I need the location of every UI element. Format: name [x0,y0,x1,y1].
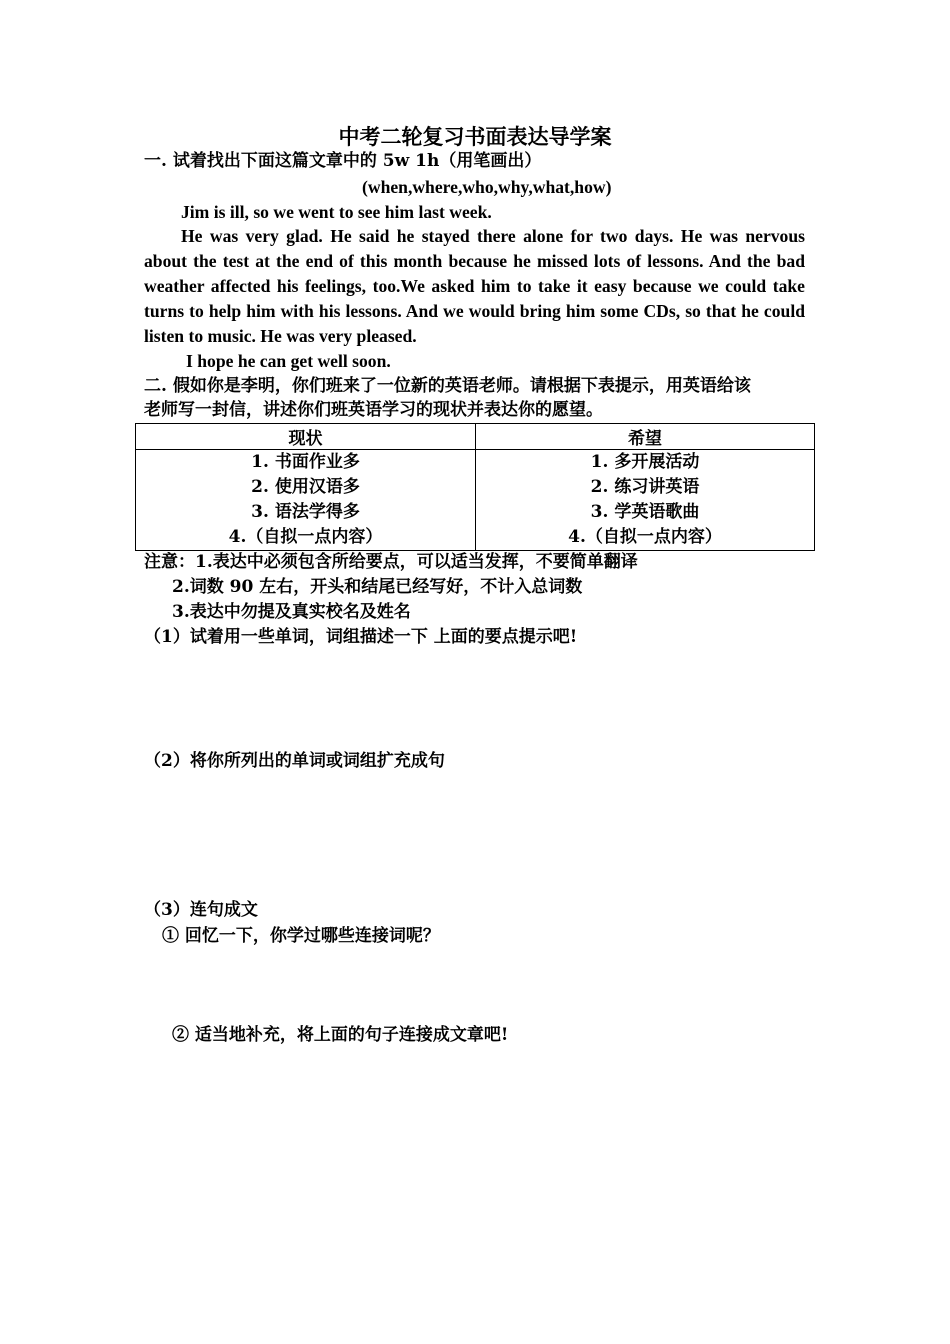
current-item-1: 1. 书面作业多 [251,452,360,472]
table-cell-hope [476,450,815,551]
task-3: （3）连句成文 [144,900,258,920]
current-item-3: 3. 语法学得多 [251,502,360,522]
current-item-2: 2. 使用汉语多 [251,477,360,497]
page-title: 中考二轮复习书面表达导学案 [338,124,612,149]
task-1: （1）试着用一些单词，词组描述一下 上面的要点提示吧! [144,627,578,647]
table-header-current: 现状 [136,424,476,450]
table-header-hope: 希望 [476,424,815,450]
note-1: 注意：1.表达中必须包含所给要点，可以适当发挥，不要简单翻译 [144,552,638,572]
story-paragraph-text: He was very glad. He said he stayed there alone for two days. He was nervous about the test at the end of this month because he missed lots of lessons. And the bad weather affected his feelings, too.We asked him to take it easy because we could take turns to help him with his lessons. And we would bring him some CDs, so that he could listen to music. He was very pleased. [144,226,805,346]
section1-heading: 一. 试着找出下面这篇文章中的 5w 1h（用笔画出） [144,151,542,171]
hope-item-2: 2. 练习讲英语 [590,477,700,497]
story-first-line: Jim is ill, so we went to see him last week. [181,202,492,222]
hope-item-1: 1. 多开展活动 [590,452,700,472]
current-item-4: 4.（自拟一点内容） [228,527,383,547]
story-last-line: I hope he can get well soon. [186,351,391,371]
section2-prompt-line1: 二. 假如你是李明，你们班来了一位新的英语老师。请根据下表提示，用英语给该 [144,376,751,396]
task-2: （2）将你所列出的单词或词组扩充成句 [144,751,445,771]
task-3a: ① 回忆一下，你学过哪些连接词呢？ [162,926,440,946]
note-3: 3.表达中勿提及真实校名及姓名 [172,602,411,622]
section2-prompt-line2: 老师写一封信，讲述你们班英语学习的现状并表达你的愿望。 [144,400,603,420]
points-table [135,423,815,551]
hope-item-4: 4.（自拟一点内容） [568,527,722,547]
table-cell-current [136,450,476,551]
task-3b: ② 适当地补充，将上面的句子连接成文章吧! [172,1025,509,1045]
story-paragraph [144,224,805,349]
hope-item-3: 3. 学英语歌曲 [590,502,700,522]
section1-hint: (when,where,who,why,what,how) [362,177,612,197]
note-2: 2.词数 90 左右，开头和结尾已经写好，不计入总词数 [172,577,583,597]
